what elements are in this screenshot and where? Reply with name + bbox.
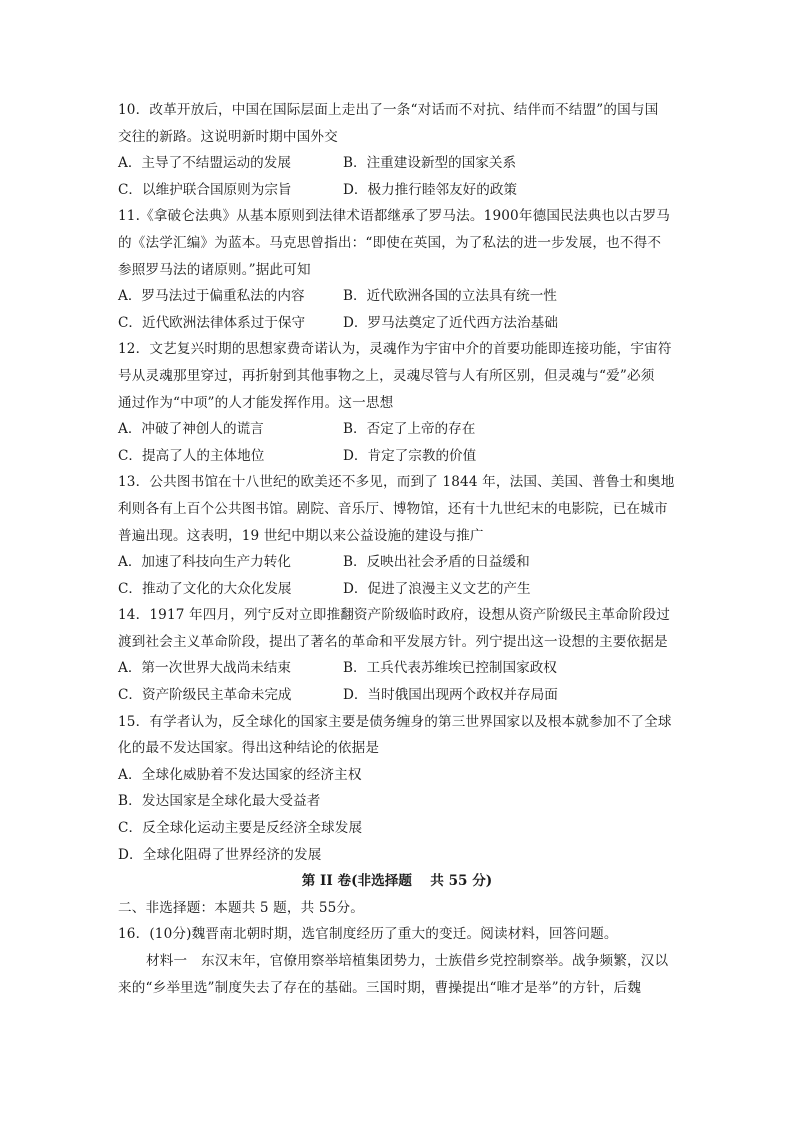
option-b: B．发达国家是全球化最大受益者 xyxy=(118,793,321,810)
exam-page xyxy=(118,97,676,1001)
option-a: A．冲破了神创人的谎言 xyxy=(118,421,264,438)
option-b: B．工兵代表苏维埃已控制国家政权 xyxy=(343,660,557,677)
option-d: D．肯定了宗教的价值 xyxy=(343,447,477,464)
option-b: B．否定了上帝的存在 xyxy=(343,421,476,438)
question-stem-line: 的《法学汇编》为蓝本。马克思曾指出：“即使在英国，为了私法的进一步发展，也不得不 xyxy=(118,234,662,251)
question-stem-line: 号从灵魂那里穿过，再折射到其他事物之上，灵魂尽管与人有所区别，但灵魂与“爱”必须 xyxy=(118,367,655,384)
question-13 xyxy=(118,469,676,602)
question-stem-line: 通过作为“中项”的人才能发挥作用。这一思想 xyxy=(118,394,394,411)
option-c: C．推动了文化的大众化发展 xyxy=(118,580,292,597)
option-c: C．资产阶级民主革命未完成 xyxy=(118,687,292,704)
question-stem-line: 14．1917 年四月，列宁反对立即推翻资产阶级临时政府，设想从资产阶级民主革命阶段过 xyxy=(118,607,671,624)
option-a: A．罗马法过于偏重私法的内容 xyxy=(118,288,305,305)
question-stem-line: 13．公共图书馆在十八世纪的欧美还不多见，而到了 1844 年，法国、美国、普鲁士和奥地 xyxy=(118,474,675,491)
question-12 xyxy=(118,336,676,469)
material-line: 材料一 东汉末年，官僚用察举培植集团势力，士族借乡党控制察举。战争频繁，汉以 xyxy=(146,953,669,969)
option-b: B．近代欧洲各国的立法具有统一性 xyxy=(343,288,557,305)
option-row xyxy=(118,150,676,177)
option-b: B．注重建设新型的国家关系 xyxy=(343,155,517,172)
option-a: A．全球化威胁着不发达国家的经济主权 xyxy=(118,766,362,783)
section-title: 第 II 卷(非选择题 共 55 分) xyxy=(301,873,493,890)
option-d: D．极力推行睦邻友好的政策 xyxy=(343,181,518,198)
option-d: D．当时俄国出现两个政权并存局面 xyxy=(343,687,558,704)
option-row xyxy=(118,443,676,470)
option-row xyxy=(118,682,676,709)
option-d: D．罗马法奠定了近代西方法治基础 xyxy=(343,314,558,331)
question-stem-line: 11.《拿破仑法典》从基本原则到法律术语都继承了罗马法。1900年德国民法典也以古罗马 xyxy=(118,208,671,225)
question-stem-line: 16．(10分)魏晋南北朝时期，选官制度经历了重大的变迁。阅读材料，回答问题。 xyxy=(118,926,618,943)
section-instruction: 二、非选择题：本题共 5 题，共 55分。 xyxy=(118,899,364,916)
question-stem-line: 参照罗马法的诸原则。”据此可知 xyxy=(118,261,311,278)
option-row xyxy=(118,310,676,337)
question-stem-line: 15．有学者认为，反全球化的国家主要是债务缠身的第三世界国家以及根本就参加不了全球 xyxy=(118,713,672,730)
question-stem-line: 化的最不发达国家。得出这种结论的依据是 xyxy=(118,740,380,757)
option-row xyxy=(118,283,676,310)
option-row xyxy=(118,549,676,576)
option-a: A．主导了不结盟运动的发展 xyxy=(118,155,291,172)
question-stem-line: 普遍出现。这表明，19 世纪中期以来公益设施的建设与推广 xyxy=(118,527,484,544)
option-a: A．加速了科技向生产力转化 xyxy=(118,554,291,571)
option-row xyxy=(118,416,676,443)
option-row xyxy=(118,576,676,603)
question-stem-line: 12．文艺复兴时期的思想家费奇诺认为，灵魂作为宇宙中介的首要功能即连接功能，宇宙符 xyxy=(118,341,672,358)
option-d: D．促进了浪漫主义文艺的产生 xyxy=(343,580,531,597)
question-stem-line: 渡到社会主义革命阶段，提出了著名的革命和平发展方针。列宁提出这一设想的主要依据是 xyxy=(118,633,668,650)
option-c: C．以维护联合国原则为宗旨 xyxy=(118,181,292,198)
option-b: B．反映出社会矛盾的日益缓和 xyxy=(343,554,530,571)
question-10 xyxy=(118,97,676,203)
question-16 xyxy=(118,921,676,1001)
option-d: D．全球化阻碍了世界经济的发展 xyxy=(118,846,322,863)
option-c: C．近代欧洲法律体系过于保守 xyxy=(118,314,306,331)
material-line: 来的“乡举里选”制度失去了存在的基础。三国时期，曹操提出“唯才是举”的方针，后魏 xyxy=(118,979,642,996)
question-stem-line: 10．改革开放后，中国在国际层面上走出了一条“对话而不对抗、结伴而不结盟”的国与国 xyxy=(118,102,659,118)
option-c: C．反全球化运动主要是反经济全球发展 xyxy=(118,820,363,837)
question-stem-line: 交往的新路。这说明新时期中国外交 xyxy=(118,128,338,145)
option-a: A．第一次世界大战尚未结束 xyxy=(118,660,291,677)
question-stem-line: 利则各有上百个公共图书馆。剧院、音乐厅、博物馆，还有十九世纪末的电影院，已在城市 xyxy=(118,500,668,517)
option-c: C．提高了人的主体地位 xyxy=(118,447,265,464)
question-14 xyxy=(118,602,676,708)
option-row xyxy=(118,655,676,682)
question-11 xyxy=(118,203,676,336)
option-row xyxy=(118,177,676,204)
question-15 xyxy=(118,709,676,869)
